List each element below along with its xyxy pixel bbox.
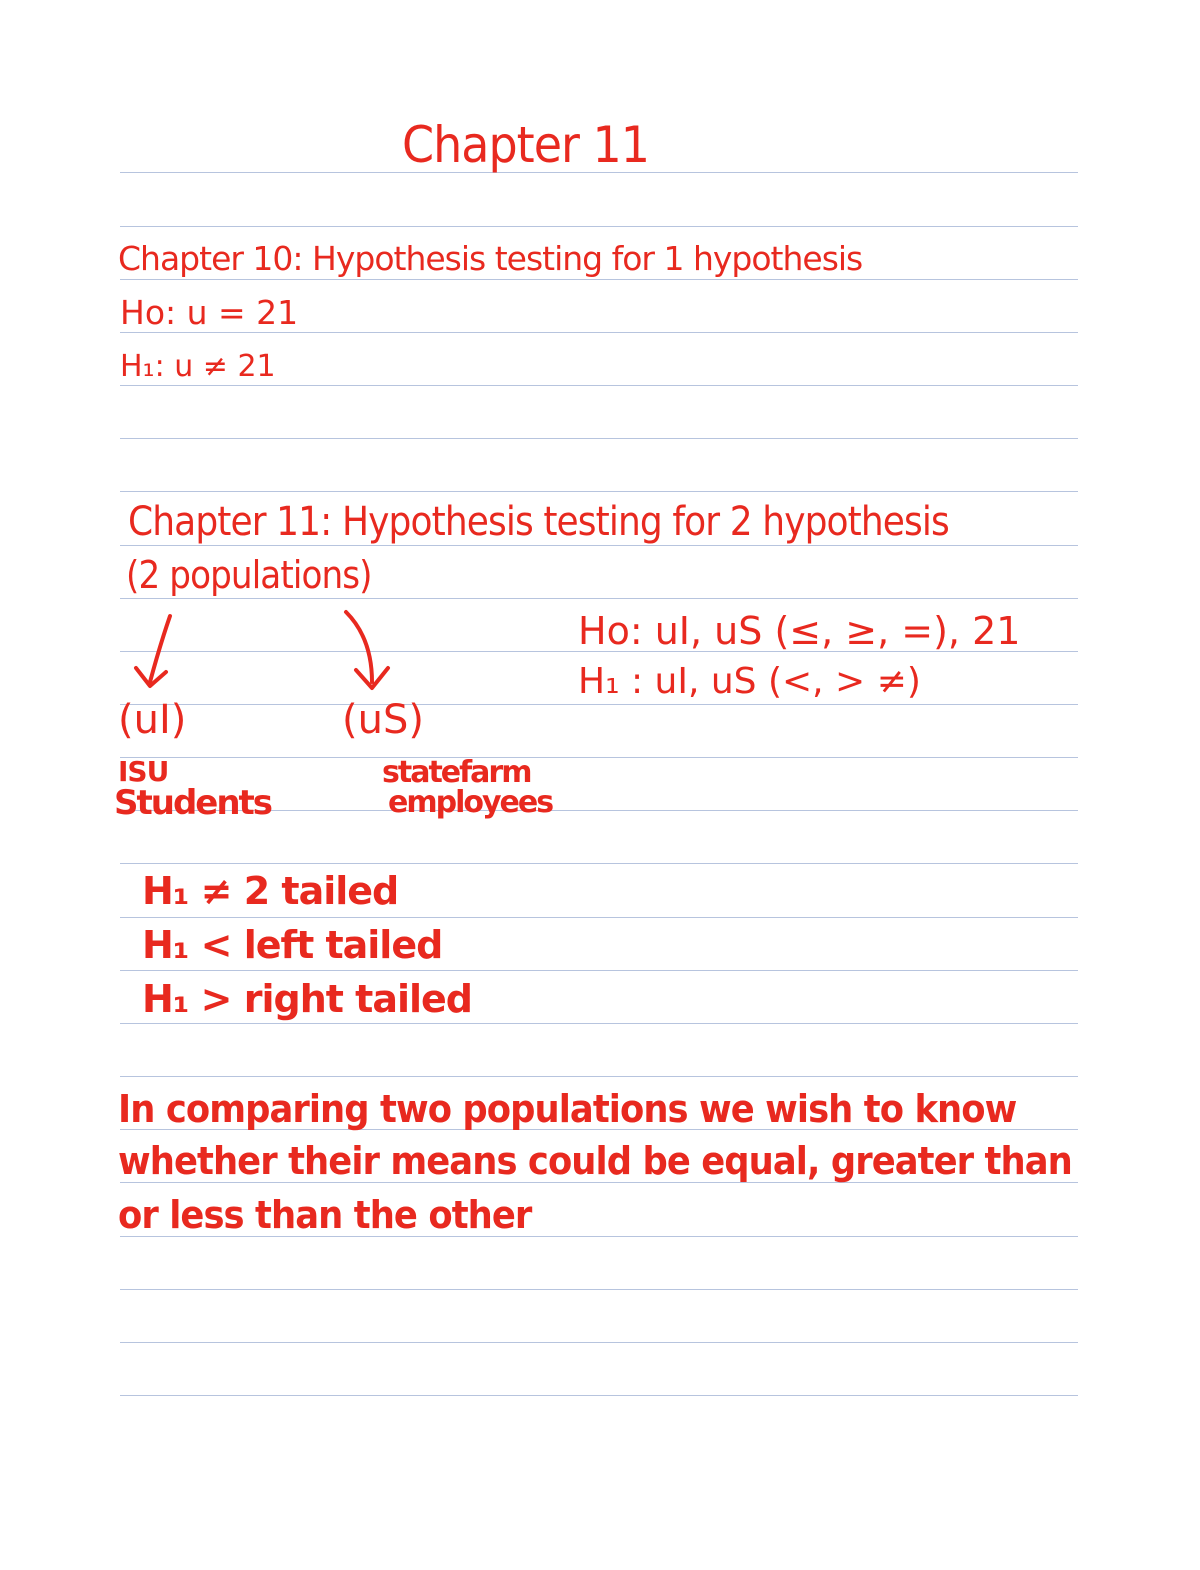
- chapter10-null-hypothesis: Ho: u = 21: [120, 293, 299, 332]
- two-tailed-line: H₁ ≠ 2 tailed: [142, 869, 399, 913]
- paragraph-line: whether their means could be equal, greater than: [118, 1139, 1072, 1183]
- students-label: Students: [114, 783, 272, 823]
- chapter11-subheading: (2 populations): [126, 553, 372, 597]
- right-tailed-line: H₁ > right tailed: [142, 977, 472, 1021]
- statefarm-label: statefarm: [382, 755, 531, 790]
- chapter10-alt-hypothesis: H₁: u ≠ 21: [120, 349, 276, 384]
- left-tailed-line: H₁ < left tailed: [142, 923, 443, 967]
- chapter11-heading: Chapter 11: Hypothesis testing for 2 hypothesis: [128, 499, 949, 545]
- isu-mean-symbol: (uI): [118, 697, 187, 743]
- chapter10-heading: Chapter 10: Hypothesis testing for 1 hypothesis: [118, 239, 863, 278]
- isu-label: ISU: [118, 755, 169, 788]
- paragraph-line: In comparing two populations we wish to know: [118, 1087, 1017, 1131]
- paragraph-line: or less than the other: [118, 1193, 532, 1237]
- statefarm-mean-symbol: (uS): [342, 697, 424, 743]
- chapter11-alt-hypothesis: H₁ : uI, uS (<, > ≠): [578, 661, 921, 702]
- employees-label: employees: [388, 785, 553, 820]
- chapter11-null-hypothesis: Ho: uI, uS (≤, ≥, =), 21: [578, 609, 1021, 653]
- page-title: Chapter 11: [402, 115, 650, 174]
